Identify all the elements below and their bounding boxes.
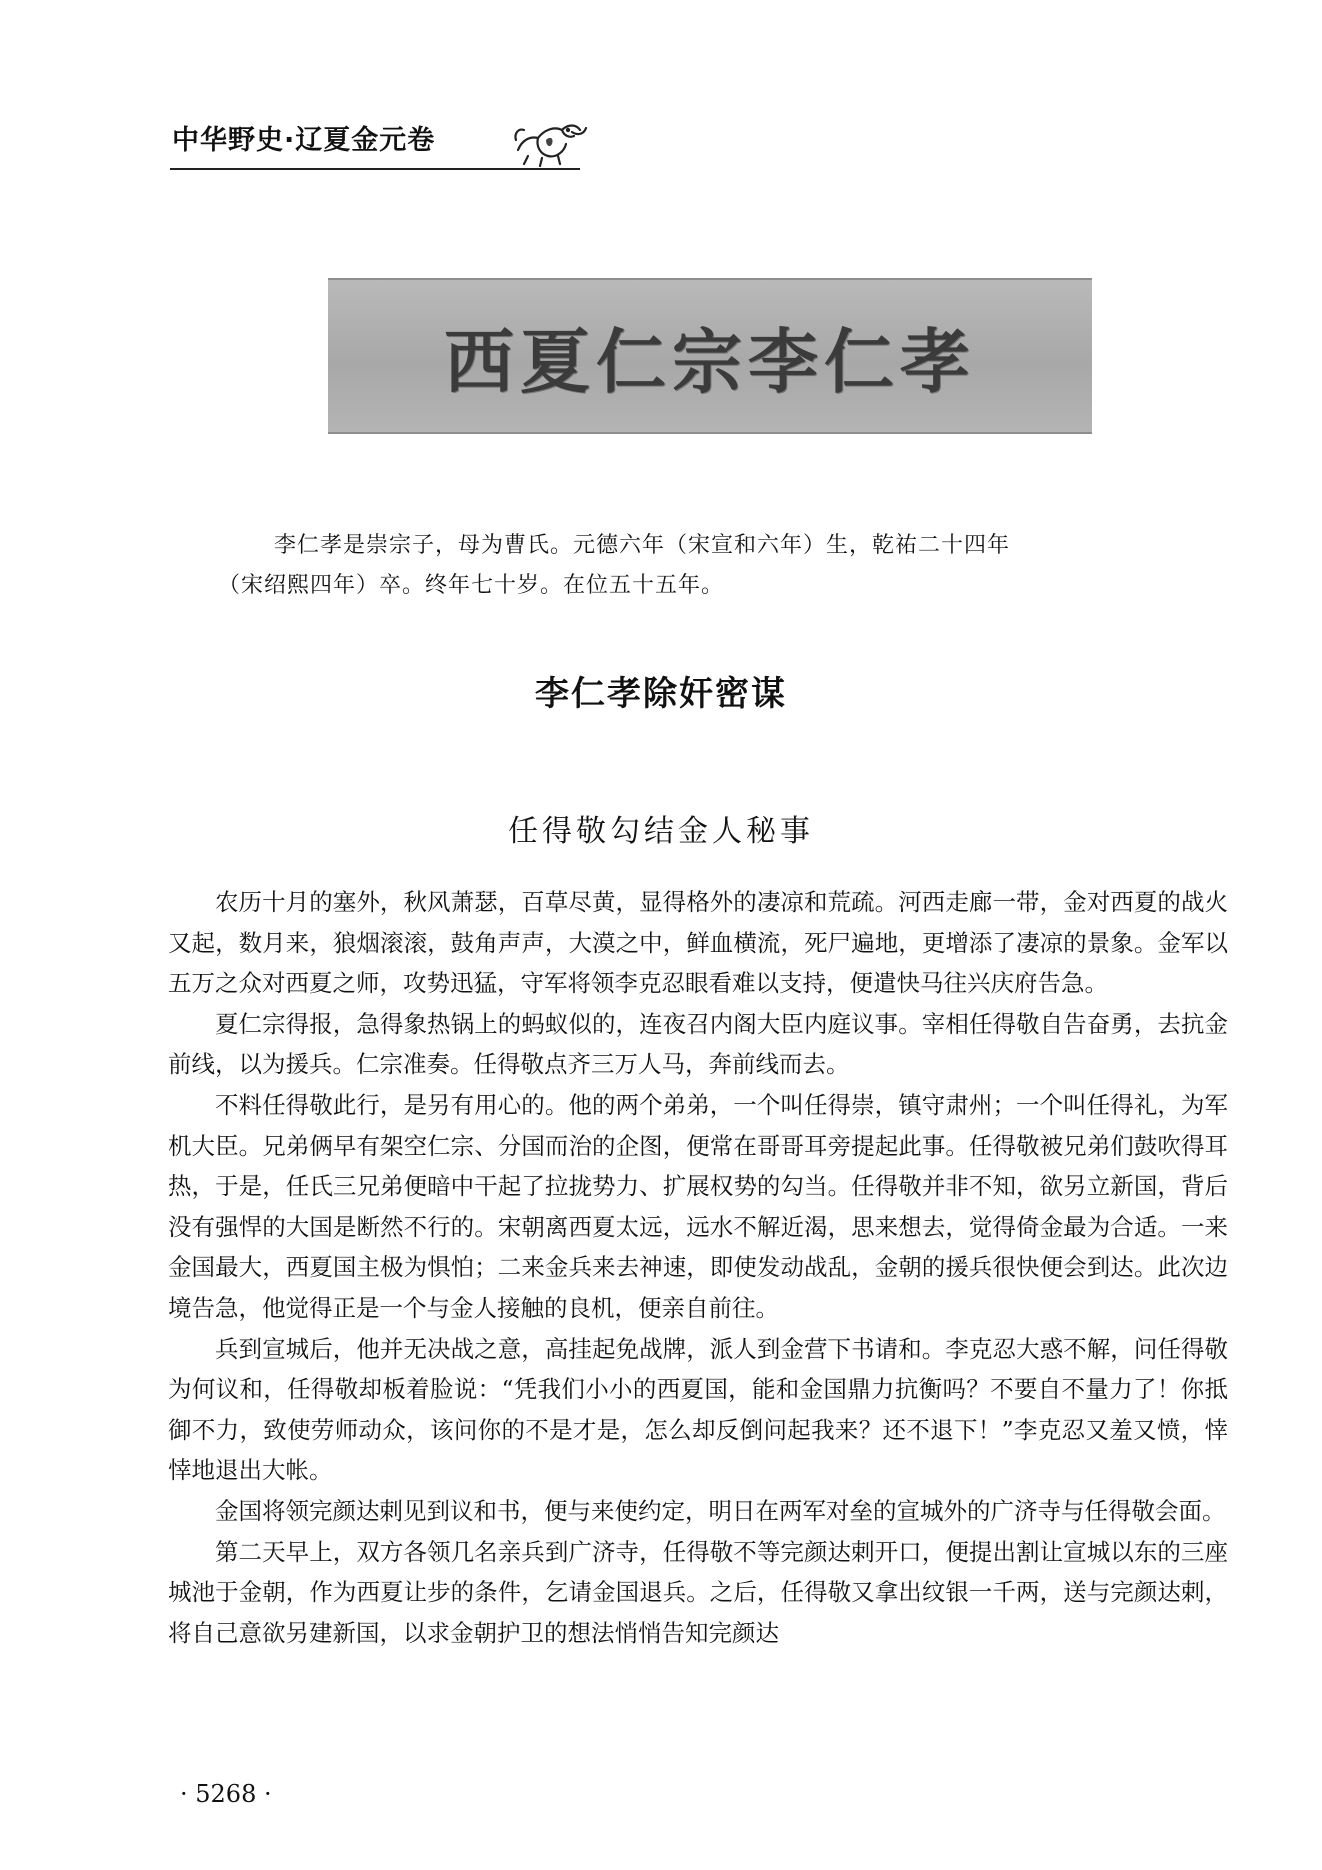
paragraph-6: 第二天早上，双方各领几名亲兵到广济寺，任得敬不等完颜达剌开口，便提出割让宣城以东的三座城池于金朝，作为西夏让步的条件，乞请金国退兵。之后，任得敬又拿出纹银一千两，送与完颜达剌，将自己意欲另建新国，以求金朝护卫的想法悄悄告知完颜达 [168, 1537, 1228, 1647]
paragraph-3: 不料任得敬此行，是另有用心的。他的两个弟弟，一个叫任得崇，镇守肃州；一个叫任得礼，为军机大臣。兄弟俩早有架空仁宗、分国而治的企图，便常在哥哥耳旁提起此事。任得敬被兄弟们鼓吹得耳热，于是，任氏三兄弟便暗中干起了拉拢势力、扩展权势的勾当。任得敬并非不知，欲另立新国，背后没有强悍的大国是断然不行的。宋朝离西夏太远，远水不解近渴，思来想去，觉得倚金最为合适。一来金国最大，西夏国主极为惧怕；二来金兵来去神速，即使发动战乱，金朝的援兵很快便会到达。此次边境告急，他觉得正是一个与金人接触的良机，便亲自前往。 [168, 1090, 1228, 1322]
paragraph-4: 兵到宣城后，他并无决战之意，高挂起免战牌，派人到金营下书请和。李克忍大惑不解，问任得敬为何议和，任得敬却板着脸说：“凭我们小小的西夏国，能和金国鼎力抗衡吗？不要自不量力了！你抵御不力，致使劳师动众，该问你的不是才是，怎么却反倒问起我来？还不退下！”李克忍又羞又愤，悻悻地退出大帐。 [168, 1334, 1228, 1485]
paragraph-1: 农历十月的塞外，秋风萧瑟，百草尽黄，显得格外的凄凉和荒疏。河西走廊一带，金对西夏的战火又起，数月来，狼烟滚滚，鼓角声声，大漠之中，鲜血横流，死尸遍地，更增添了凄凉的景象。金军以五万之众对西夏之师，攻势迅猛，守军将领李克忍眼看难以支持，便遣快马往兴庆府告急。 [168, 888, 1228, 998]
page-number: · 5268 · [180, 1780, 272, 1808]
body-text [168, 882, 1228, 1653]
paragraph-2: 夏仁宗得报，急得象热锅上的蚂蚁似的，连夜召内阁大臣内庭议事。宰相任得敬自告奋勇，去抗金前线，以为援兵。仁宗准奏。任得敬点齐三万人马，奔前线而去。 [168, 1009, 1228, 1079]
mythical-beast-icon [508, 110, 588, 168]
subsection-title: 任得敬勾结金人秘事 [508, 814, 814, 849]
book-title: 中华野史·辽夏金元卷 [172, 125, 436, 156]
intro-line-1: 李仁孝是崇宗子，母为曹氏。元德六年（宋宣和六年）生，乾祐二十四年 [274, 533, 1011, 558]
intro-line-2: （宋绍熙四年）卒。终年七十岁。在位五十五年。 [218, 573, 725, 598]
chapter-title: 西夏仁宗李仁孝 [444, 319, 976, 403]
header-rule [170, 168, 580, 170]
section-title: 李仁孝除奸密谋 [535, 674, 787, 714]
paragraph-5: 金国将领完颜达剌见到议和书，便与来使约定，明日在两军对垒的宣城外的广济寺与任得敬会面。 [215, 1496, 1226, 1525]
chapter-title-banner [328, 278, 1092, 434]
